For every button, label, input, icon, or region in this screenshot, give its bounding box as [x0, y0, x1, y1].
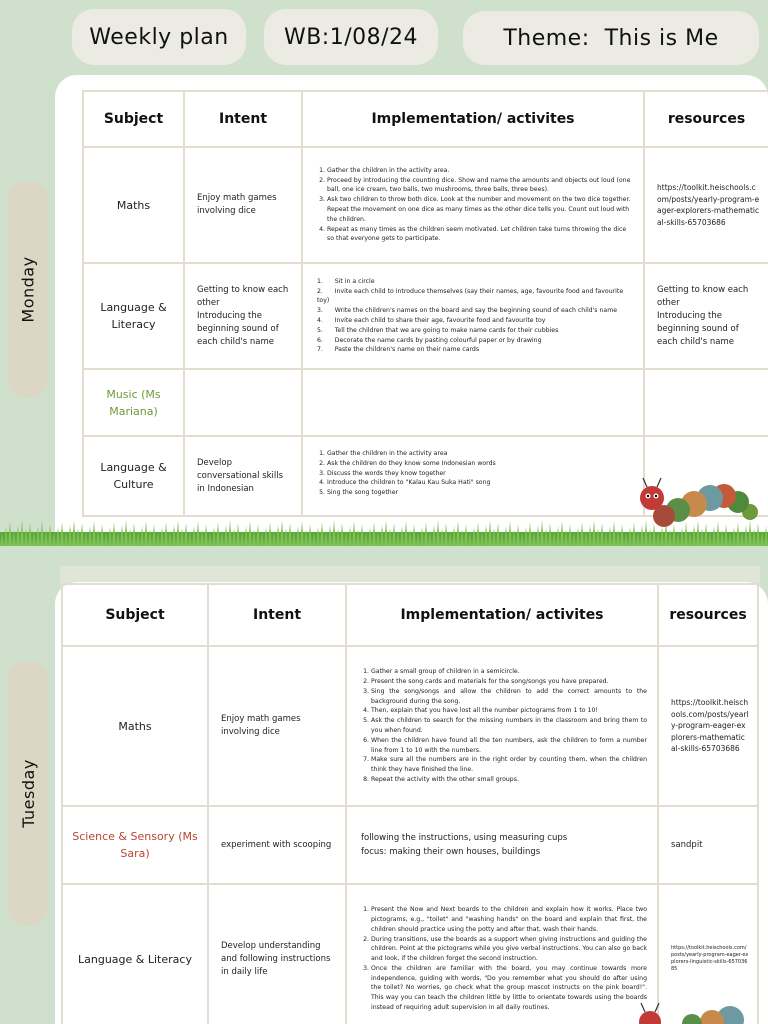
- caterpillar-icon: [632, 472, 758, 536]
- day-tab-monday: [8, 181, 48, 398]
- table-header-row: [62, 584, 758, 646]
- subject-cell: Science & Sensory (Ms Sara): [62, 806, 208, 884]
- step-item: 1. Gather the children in the activity area: [327, 449, 633, 459]
- col-header-intent: Intent: [208, 584, 346, 646]
- table-row: [62, 646, 758, 806]
- step-list: [371, 905, 647, 1013]
- col-header-intent: Intent: [184, 91, 302, 147]
- col-header-resources: resources: [644, 91, 768, 147]
- step-item: 4. Then, explain that you have lost all the number pictograms from 1 to 10!: [371, 706, 647, 716]
- col-header-resources: resources: [658, 584, 758, 646]
- caterpillar-icon: [630, 998, 750, 1024]
- subject-cell: Maths: [62, 646, 208, 806]
- resource-link[interactable]: https://toolkit.heischools.com/posts/yearly-program-eager-explorers-linguistic-skills-65703685: [658, 884, 758, 1024]
- table-row: [83, 263, 768, 369]
- step-item: 2. During transitions, use the boards as a support when giving instructions and guiding the children. Point at the pictograms while you give verbal instructions. You can also go back and look, if the children forget the second instruction.: [371, 935, 647, 964]
- step-list: [371, 667, 647, 785]
- implementation-cell: [346, 884, 658, 1024]
- monday-plan-table: [82, 90, 768, 517]
- table-row: [83, 147, 768, 263]
- step-item: 4. Repeat as many times as the children seem motivated. Let children take turns throwing the dice so that everyone gets to participate.: [327, 225, 633, 245]
- tuesday-plan-table: [61, 583, 759, 1024]
- day-tab-tuesday: [8, 661, 48, 926]
- subject-cell: Music (Ms Mariana): [83, 369, 184, 436]
- step-item: 4. Invite each child to share their age, favourite food and favourite toy: [317, 317, 546, 324]
- step-item: 3. Write the children's names on the board and say the beginning sound of each child's name: [317, 307, 618, 315]
- col-header-subject: Subject: [62, 584, 208, 646]
- col-header-implementation: Implementation/ activites: [302, 91, 644, 147]
- step-list: [327, 449, 633, 498]
- intent-cell: Develop understanding and following instructions in daily life: [208, 884, 346, 1024]
- resource-cell: sandpit: [658, 806, 758, 884]
- day-label-monday: Monday: [18, 256, 38, 323]
- intent-cell: Enjoy math games involving dice: [184, 147, 302, 263]
- step-item: 1. Gather the children in the activity area.: [327, 166, 633, 176]
- subject-cell: Maths: [83, 147, 184, 263]
- implementation-cell: [346, 646, 658, 806]
- step-item: 2. Present the song cards and materials for the song/songs you have prepared.: [371, 677, 647, 687]
- col-header-implementation: Implementation/ activites: [346, 584, 658, 646]
- step-item: 1. Sit in a circle: [317, 277, 375, 285]
- table-row: [83, 369, 768, 436]
- resource-cell: Getting to know each other Introducing the beginning sound of each child's name: [644, 263, 768, 369]
- step-item: 8. Repeat the activity with the other small groups.: [371, 775, 647, 785]
- intent-cell: Getting to know each other Introducing the beginning sound of each child's name: [184, 263, 302, 369]
- step-item: 4. Introduce the children to "Kalau Kau Suka Hati" song: [327, 478, 633, 488]
- day-label-tuesday: Tuesday: [18, 759, 38, 828]
- step-item: 2. Invite each child to introduce themselves (say their names, age, favourite food and favourite toy): [317, 287, 626, 305]
- intent-cell: [184, 369, 302, 436]
- step-item: 6. When the children have found all the ten numbers, ask the children to form a number line from 1 to 10 with the numbers.: [371, 736, 647, 756]
- subject-cell: Language & Literacy: [83, 263, 184, 369]
- resource-link[interactable]: https://toolkit.heischools.com/posts/yearly-program-eager-explorers-mathematical-skills-65703686: [644, 147, 768, 263]
- implementation-cell: [302, 263, 644, 369]
- subject-cell: Language & Literacy: [62, 884, 208, 1024]
- week-beginning: WB:1/08/24: [264, 9, 438, 65]
- step-item: 2. Proceed by introducing the counting dice. Show and name the amounts and objects out loud (one ball, one ice cream, two balls, two mushrooms, three balls, three bees).: [327, 176, 633, 196]
- step-item: 5. Tell the children that we are going to make name cards for their cubbies: [317, 326, 559, 334]
- step-item: 3. Ask two children to throw both dice. Look at the number and movement on the two dice together. Repeat the movement on one dice as many times as the other dice tells you. Count out loud with the children.: [327, 195, 633, 224]
- implementation-cell: [302, 147, 644, 263]
- subject-cell: Language & Culture: [83, 436, 184, 516]
- step-item: 7. Paste the children's name on their name cards: [317, 346, 480, 354]
- table-header-row: [83, 91, 768, 147]
- implementation-cell: [302, 436, 644, 516]
- intent-cell: Enjoy math games involving dice: [208, 646, 346, 806]
- step-item: 7. Make sure all the numbers are in the right order by counting them, when the children think they have finished the line.: [371, 755, 647, 775]
- table-row: [62, 806, 758, 884]
- resource-link[interactable]: https://toolkit.heischools.com/posts/yearly-program-eager-explorers-mathematical-skills-65703686: [658, 646, 758, 806]
- plan-title: Weekly plan: [72, 9, 246, 65]
- implementation-cell: following the instructions, using measuring cups focus: making their own houses, buildings: [346, 806, 658, 884]
- implementation-cell: [302, 369, 644, 436]
- step-item: 5. Sing the song together: [327, 488, 633, 498]
- col-header-subject: Subject: [83, 91, 184, 147]
- step-item: 1. Gather a small group of children in a semicircle.: [371, 667, 647, 677]
- step-item: 3. Discuss the words they know together: [327, 469, 633, 479]
- step-item: 5. Ask the children to search for the missing numbers in the classroom and bring them to you when found.: [371, 716, 647, 736]
- intent-cell: Develop conversational skills in Indonesian: [184, 436, 302, 516]
- intent-cell: experiment with scooping: [208, 806, 346, 884]
- resource-cell: [644, 369, 768, 436]
- step-item: 6. Decorate the name cards by pasting colourful paper or by drawing: [317, 336, 542, 344]
- step-item: 3. Once the children are familiar with the board, you may continue towards more independence, guiding with words, "Do you remember what you should do after using the toilet? No worries, go check what the group mascot instructs on the pink board!". This way you can teach the children little by little to orientate towards using the boards instead of requiring adult supervision in all daily routines.: [371, 964, 647, 1013]
- step-item: 1. Present the Now and Next boards to the children and explain how it works. Place two pictograms, e.g., "toilet" and "washing hands" on the board and explain that first, the children should practice using the potty and after that, wash their hands.: [371, 905, 647, 934]
- step-list: [327, 166, 633, 244]
- step-item: 2. Ask the children do they know some Indonesian words: [327, 459, 633, 469]
- theme-label: Theme: This is Me: [463, 11, 759, 65]
- step-item: 3. Sing the song/songs and allow the children to add the correct amounts to the background during the song.: [371, 687, 647, 707]
